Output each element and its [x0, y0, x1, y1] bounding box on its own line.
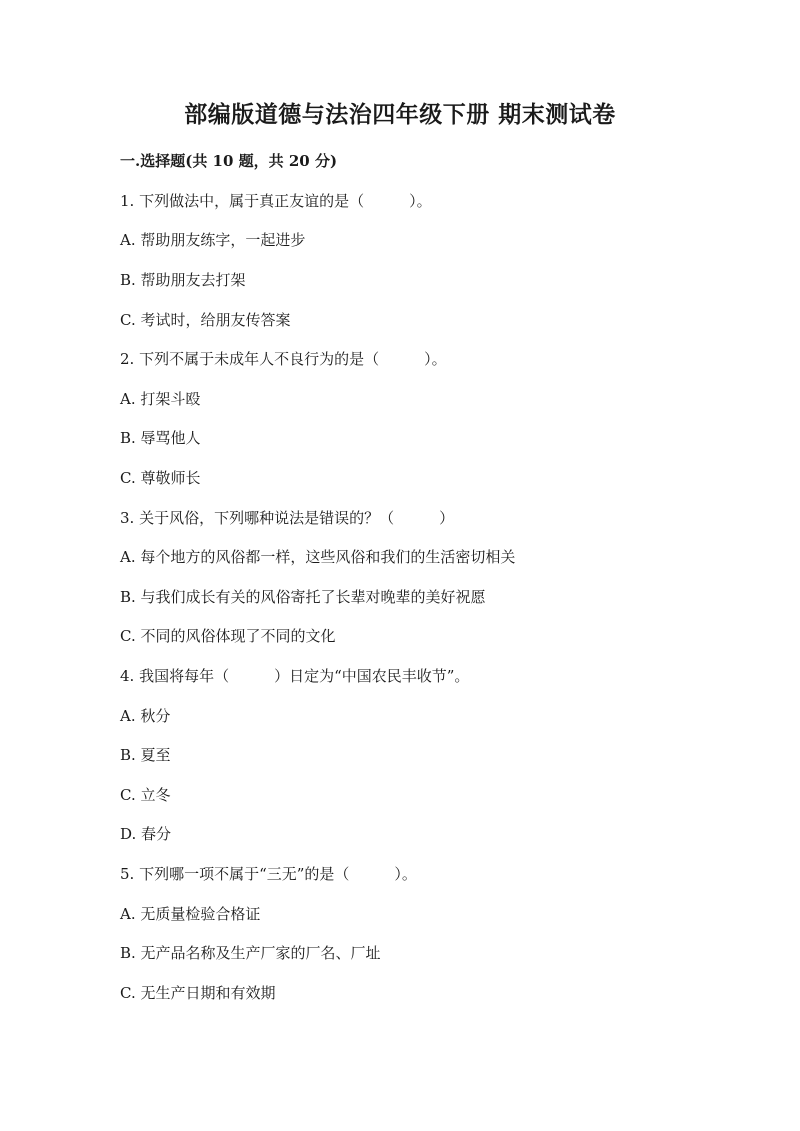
question-2-option-b: B. 辱骂他人 [120, 429, 201, 447]
question-4-option-c: C. 立冬 [120, 786, 171, 804]
question-1-stem: 1. 下列做法中，属于真正友谊的是（ ）。 [120, 192, 432, 210]
question-2-option-c: C. 尊敬师长 [120, 469, 201, 487]
question-3-stem: 3. 关于风俗，下列哪种说法是错误的？（ ） [120, 509, 455, 527]
question-3-option-b: B. 与我们成长有关的风俗寄托了长辈对晚辈的美好祝愿 [120, 588, 486, 606]
question-2-option-a: A. 打架斗殴 [120, 390, 201, 408]
question-1-option-a: A. 帮助朋友练字，一起进步 [120, 231, 306, 249]
question-2-stem: 2. 下列不属于未成年人不良行为的是（ ）。 [120, 350, 447, 368]
question-3-option-c: C. 不同的风俗体现了不同的文化 [120, 627, 336, 645]
question-4-option-b: B. 夏至 [120, 746, 171, 764]
question-5-stem: 5. 下列哪一项不属于“三无”的是（ ）。 [120, 865, 417, 883]
page-title: 部编版道德与法治四年级下册 期末测试卷 [184, 101, 616, 128]
question-1-option-b: B. 帮助朋友去打架 [120, 271, 246, 289]
question-1-option-c: C. 考试时，给朋友传答案 [120, 311, 291, 329]
section-heading: 一.选择题(共 10 题，共 20 分) [120, 152, 338, 170]
question-5-option-c: C. 无生产日期和有效期 [120, 984, 276, 1002]
question-4-option-a: A. 秋分 [120, 707, 171, 725]
question-5-option-a: A. 无质量检验合格证 [120, 905, 261, 923]
question-3-option-a: A. 每个地方的风俗都一样，这些风俗和我们的生活密切相关 [120, 548, 516, 566]
question-5-option-b: B. 无产品名称及生产厂家的厂名、厂址 [120, 944, 381, 962]
question-4-stem: 4. 我国将每年（ ）日定为“中国农民丰收节”。 [120, 667, 470, 685]
question-4-option-d: D. 春分 [120, 825, 172, 843]
